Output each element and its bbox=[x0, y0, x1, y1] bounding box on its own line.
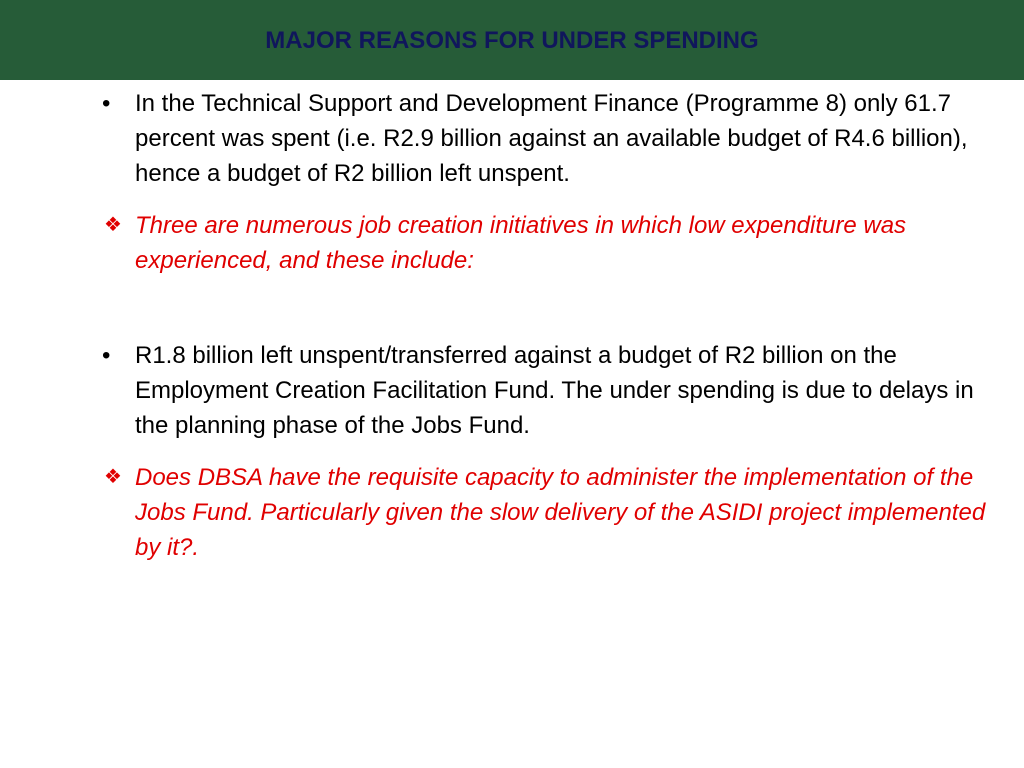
list-item-text: Does DBSA have the requisite capacity to administer the implementation of the Jobs Fund. Particularly given the slow delivery of the ASIDI project implemented by it?. bbox=[135, 464, 986, 561]
slide-header bbox=[0, 0, 1024, 80]
list-item-text: R1.8 billion left unspent/transferred against a budget of R2 billion on the Employment Creation Facilitation Fund. The under spending is due to delays in the planning phase of the Jobs Fund. bbox=[135, 342, 974, 439]
diamond-bullet-icon: ❖ bbox=[104, 214, 122, 236]
list-item-text: In the Technical Support and Development Finance (Programme 8) only 61.7 percent was spent (i.e. R2.9 billion against an available budget of R4.6 billion), hence a budget of R2 billion left unspent. bbox=[135, 90, 968, 187]
list-item-technical-support bbox=[0, 86, 1024, 191]
list-item-text: Three are numerous job creation initiatives in which low expenditure was experienced, and these include: bbox=[135, 212, 907, 274]
bullet-icon: • bbox=[102, 342, 111, 369]
slide-title: MAJOR REASONS FOR UNDER SPENDING bbox=[265, 27, 759, 54]
list-item-job-creation-note bbox=[0, 208, 1024, 278]
list-item-employment-fund bbox=[0, 338, 1024, 443]
bullet-icon: • bbox=[102, 90, 111, 117]
diamond-bullet-icon: ❖ bbox=[104, 466, 122, 488]
slide-body bbox=[0, 86, 1024, 565]
list-item-dbsa-question bbox=[0, 460, 1024, 565]
